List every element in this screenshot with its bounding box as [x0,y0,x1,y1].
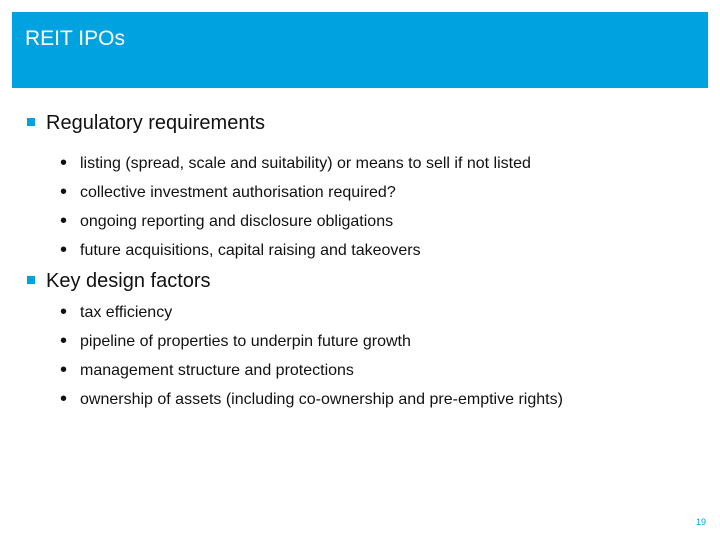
list-item-text: listing (spread, scale and suitability) or means to sell if not listed [80,155,531,172]
bullet-list [27,151,707,267]
section-heading-text: Key design factors [46,270,211,292]
list-item-text: pipeline of properties to underpin future growth [80,333,411,350]
bullet-icon: • [60,239,68,261]
section-heading [27,111,707,137]
list-item [27,387,707,416]
section-heading-text: Regulatory requirements [46,112,265,134]
list-item-text: future acquisitions, capital raising and takeovers [80,242,421,259]
list-item [27,209,707,238]
square-bullet-icon [27,118,35,126]
bullet-icon: • [60,388,68,410]
page-number: 19 [695,517,706,527]
bullet-icon: • [60,330,68,352]
bullet-icon: • [60,181,68,203]
list-item [27,238,707,267]
list-item-text: management structure and protections [80,362,354,379]
section-key-design-factors [27,269,707,416]
slide-title: REIT IPOs [25,27,125,50]
bullet-icon: • [60,210,68,232]
section-regulatory-requirements [27,111,707,267]
square-bullet-icon [27,276,35,284]
section-heading [27,269,707,295]
bullet-icon: • [60,301,68,323]
bullet-icon: • [60,359,68,381]
list-item [27,180,707,209]
list-item [27,151,707,180]
list-item [27,300,707,329]
list-item-text: collective investment authorisation required? [80,184,396,201]
bullet-icon: • [60,152,68,174]
title-banner [12,12,708,88]
list-item-text: ongoing reporting and disclosure obligations [80,213,394,230]
list-item [27,358,707,387]
list-item [27,329,707,358]
list-item-text: tax efficiency [80,304,173,321]
list-item-text: ownership of assets (including co-ownership and pre-emptive rights) [80,391,563,408]
bullet-list [27,300,707,416]
